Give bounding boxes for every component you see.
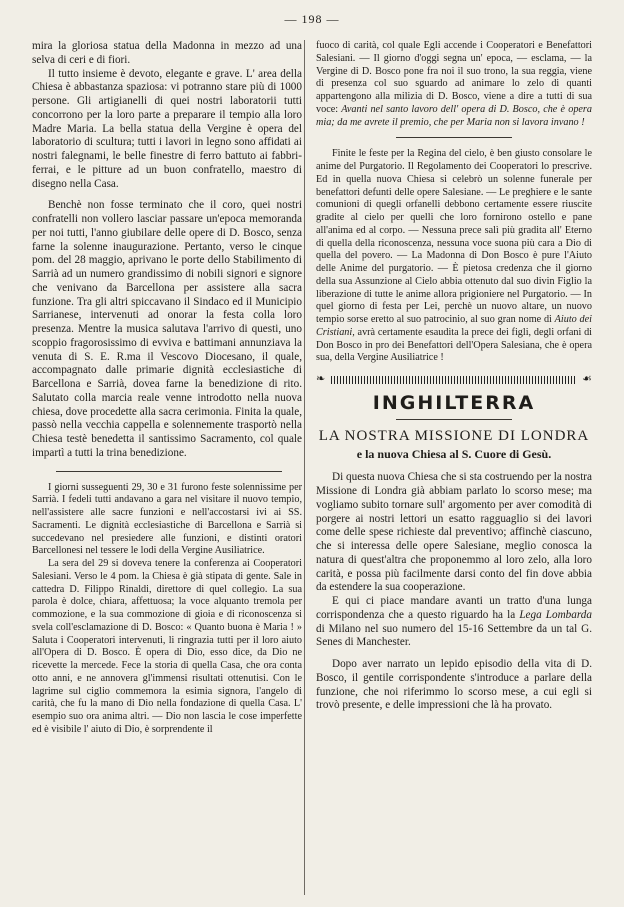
italic-phrase: Aiuto dei Cristiani, bbox=[316, 314, 592, 338]
paragraph bbox=[316, 148, 592, 365]
ornament-right-icon: ☙ bbox=[581, 373, 592, 386]
paragraph-text: avrà certamente esaudita la prece dei figli, degli orfani di Don Bosco in pro dei Benefattori dell'Opera Salesiana, che è opera sua, della Vergine Ausiliatrice ! bbox=[316, 326, 592, 364]
ornament-bar bbox=[331, 376, 576, 384]
italic-phrase: Lega Lombarda bbox=[519, 608, 592, 621]
paragraph bbox=[316, 40, 592, 129]
paragraph: Benchè non fosse terminato che il coro, quei nostri confratelli non vollero lasciar passare un'epoca memoranda per noi tutti, l'anno giubilare delle opere di D. Bosco, senza farne la solenne inaugurazione. Pertanto, verso le cinque pom. del 28 maggio, aprivano le porte dello Stabilimento di Sarrià ad un numero grandissimo di nobili signori e signore che venivano da Barcellona per assistere alla sacra funzione. Tra gli altri spiccavano il Sindaco ed il Municipio Sarrianese, intervenuti ad onorar la festa colla loro presenza. Mentre la musica salutava l'arrivo di questi, uno scoppio fragorosissimo di evviva e battimani annunziava la venuta di S. E. R.ma il Vescovo Diocesano, il quale, accompagnato dalle primarie dignità ecclesiastiche di Barcellona e Sarrià, dovea farne la benedizione di rito. Salutato colla marcia reale venne introdotto nella nuova chiesa, dove procedette alla sacra cerimonia. Finita la quale, passò nella vecchia cappella e solennemente trasportò nella Chiesa testè benedetta il santissimo Sacramento, col quale impartì a tutti la trina benedizione. bbox=[32, 199, 302, 459]
article-title: LA NOSTRA MISSIONE DI LONDRA bbox=[318, 427, 590, 444]
article-subtitle: e la nuova Chiesa al S. Cuore di Gesù. bbox=[356, 446, 552, 461]
ornament-left-icon: ❧ bbox=[316, 373, 326, 386]
separator-rule bbox=[396, 419, 512, 420]
paragraph-text: E qui ci piace mandare avanti un tratto d'una lunga corrispondenza che a questo riguardo ha la bbox=[316, 595, 592, 621]
page-number: — 198 — bbox=[284, 12, 340, 26]
section-heading: INGHILTERRA bbox=[372, 392, 536, 414]
paragraph-text: Finite le feste per la Regina del cielo, è ben giusto consolare le anime del Purgatorio. Il Regolamento dei Cooperatori lo prescrive. Ed in quella nuova Chiesa si celebrò un solenne funerale per benefattori defunti delle opere Salesiane. — Le preghiere e le sante comunioni di quegli orfanelli debbono certamente essere riuscite gradite al cielo per quelli che loro fornirono ostello e pane all'anima ed al corpo. — Nessuna prece salì più gradita all' Eterno di quella della riconoscenza, nessuna voce suona più cara a Dio di quella del povero. — La Madonna di Don Bosco è pure l'Aiuto delle Anime del purgatorio. — È pietosa credenza che il giorno della sua Assunzione al Cielo abbia ottenuto dal suo divin Figlio la liberazione di tutte le anime allora prigioniere nel Purgatorio. — In quel giorno di festa per Lei, perchè un nuovo altare, un nuovo tempio sorse eretto al suo patrocinio, al suo gran nome di bbox=[316, 148, 592, 325]
paragraph: La sera del 29 si doveva tenere la conferenza ai Cooperatori Salesiani. Verso le 4 pom. la Chiesa è già stipata di gente. Sale in cattedra D. Filippo Rinaldi, direttore di quel collegio. La sua parola è dolce, chiara, affettuosa; la voce alquanto tremola per commozione, e la sua commozione di gioia e di riconoscenza si svela coll'esclamazione di D. Bosco: « Quanto buona è Maria ! » Saluta i Cooperatori intervenuti, li ringrazia tutti per il loro aiuto all'Opera di D. Bosco. È opera di Dio, esso dice, da Dio ne ricevette la mercede. Fece la storia di quella Casa, che ora conta otto anni, e ne annovera gl'immensi risultati ottenutisi. Con le lagrime sul ciglio commemora la esimia signora, l'angelo di carità, che fu la mano di Dio nella fondazione di quella Casa. L' esempio suo ora anima altri. — Dio non lascia le cose imperfette ed è visibile l' aiuto di Dio, è sorprendente il bbox=[32, 558, 302, 735]
separator-rule bbox=[396, 137, 512, 138]
column-divider bbox=[304, 40, 305, 895]
ornamental-divider bbox=[316, 373, 592, 387]
right-column bbox=[316, 40, 592, 713]
paragraph: Dopo aver narrato un lepido episodio della vita di D. Bosco, il gentile corrispondente s'introduce a parlare della funzione, che noi riferimmo lo scorso mese, a cui egli si trovò presente, e delle impressioni che là ha provato. bbox=[316, 658, 592, 712]
paragraph: mira la gloriosa statua della Madonna in mezzo ad una selva di ceri e di fiori. bbox=[32, 40, 302, 66]
paragraph bbox=[316, 595, 592, 650]
paragraph-text: fuoco di carità, col quale Egli accende i Cooperatori e Benefattori Salesiani. — Il giorno d'oggi segna un' epoca, — esclama, — la Vergine di D. Bosco pone fra noi il suo trono, la sua reggia, viene di presenza col suo sguardo ad animare lo zelo di quanti appartengono alla milizia di D. Bosco, viene a dire a tutti di sua voce: bbox=[316, 40, 592, 115]
paragraph: Di questa nuova Chiesa che si sta costruendo per la nostra Missione di Londra già abbiam parlato lo scorso mese; ma vogliamo subito tornare sull' argomento per aver comodità di porgere ai nostri lettori un esatto ragguaglio si dei lavori come delle spese richieste dal preventivo; affinchè ciascuno, che si interessa delle opere Salesiane, meglio conosca la natura di quest'altra che proponemmo al loro zelo, alla loro carità, e possa più facilmente darsi conto del fin dove abbia da estendere la sua cooperazione. bbox=[316, 471, 592, 594]
paragraph: Il tutto insieme è devoto, elegante e grave. L' area della Chiesa è abbastanza spaziosa: vi potranno stare più di 1000 persone. Gli artigianelli di quei nostri laboratorii tutti concorrono per la loro parte a preparare il tempio alla loro Madre Maria. La bella statua della Vergine è opera del laboratorio di scultura; tutti i lavori in legno sono affidati ai nostri falegnami, le belle finestre di ferro battuto ai fabbri-ferrai, e le pitture ad un buon confratello, maestro di disegno nella Casa. bbox=[32, 67, 302, 190]
left-column bbox=[32, 40, 302, 737]
paragraph: I giorni susseguenti 29, 30 e 31 furono feste solennissime per Sarrià. I fedeli tutti andavano a gara nel visitare il nuovo tempio, nell'assistere alle sacre funzioni e nell'accostarsi ivi ai SS. Sacramenti. Le dignità ecclesiastiche di Barcellona e Sarrià si succedevano nel presiedere alle funzioni, e distinti oratori Barcellonesi nel tessere le lodi della Vergine Ausiliatrice. bbox=[32, 481, 302, 557]
italic-quote: Avanti nel santo lavoro dell' opera di D. Bosco, che è opera mia; da me avrete il premio, che per Maria non si lavora invano ! bbox=[316, 103, 592, 128]
paragraph-text: di Milano nel suo numero del 15-16 Settembre da un tal G. Senes di Manchester. bbox=[316, 622, 592, 649]
separator-rule bbox=[56, 471, 282, 472]
